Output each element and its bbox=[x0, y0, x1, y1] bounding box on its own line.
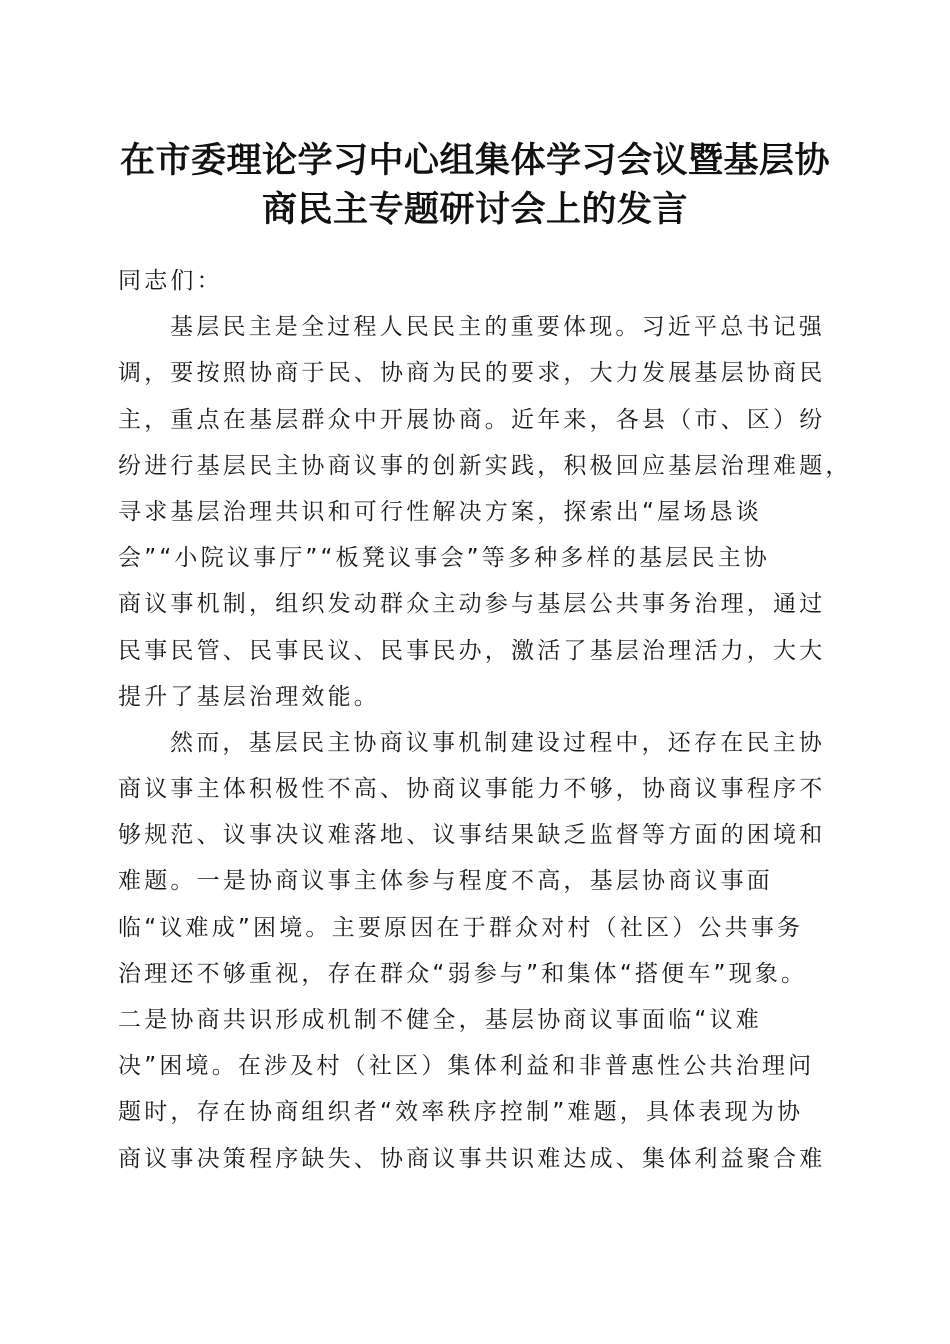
paragraph-1-line: 纷进行基层民主协商议事的创新实践，积极回应基层治理难题， bbox=[118, 452, 852, 479]
paragraph-2-line: 够规范、议事决议难落地、议事结果缺乏监督等方面的困境和 bbox=[118, 822, 826, 849]
paragraph-1-line: 基层民主是全过程人民民主的重要体现。习近平总书记强 bbox=[170, 314, 825, 341]
paragraph-1-line: 寻求基层治理共识和可行性解决方案，探索出“屋场恳谈 bbox=[118, 498, 762, 525]
paragraph-2-line: 题时，存在协商组织者“效率秩序控制”难题，具体表现为协 bbox=[118, 1099, 804, 1126]
paragraph-2-line: 决”困境。在涉及村（社区）集体利益和非普惠性公共治理问 bbox=[118, 1053, 815, 1080]
paragraph-1-line: 主，重点在基层群众中开展协商。近年来，各县（市、区）纷 bbox=[118, 406, 826, 433]
paragraph-1-line: 调，要按照协商于民、协商为民的要求，大力发展基层协商民 bbox=[118, 360, 826, 387]
paragraph-1-line: 会”“小院议事厅”“板凳议事会”等多种多样的基层民主协 bbox=[118, 545, 770, 572]
document-title bbox=[110, 136, 840, 234]
paragraph-1-line: 民事民管、民事民议、民事民办，激活了基层治理活力，大大 bbox=[118, 637, 826, 664]
title-line-1: 在市委理论学习中心组集体学习会议暨基层协 bbox=[119, 140, 830, 181]
paragraph-2-line: 治理还不够重视，存在群众“弱参与”和集体“搭便车”现象。 bbox=[118, 960, 808, 987]
paragraph-1 bbox=[118, 304, 852, 720]
paragraph-2 bbox=[118, 720, 830, 1182]
paragraph-1-line: 提升了基层治理效能。 bbox=[118, 683, 380, 710]
paragraph-2-line: 商议事主体积极性不高、协商议事能力不够，协商议事程序不 bbox=[118, 776, 826, 803]
paragraph-2-line: 然而，基层民主协商议事机制建设过程中，还存在民主协 bbox=[170, 729, 825, 756]
salutation: 同志们： bbox=[118, 268, 223, 294]
title-line-2: 商民主专题研讨会上的发言 bbox=[261, 189, 688, 230]
paragraph-1-line: 商议事机制，组织发动群众主动参与基层公共事务治理，通过 bbox=[118, 591, 826, 618]
document-body bbox=[118, 258, 852, 1182]
paragraph-2-line: 商议事决策程序缺失、协商议事共识难达成、集体利益聚合难 bbox=[118, 1145, 826, 1172]
paragraph-2-line: 二是协商共识形成机制不健全，基层协商议事面临“议难 bbox=[118, 1007, 762, 1033]
paragraph-2-line: 临“议难成”困境。主要原因在于群众对村（社区）公共事务 bbox=[118, 914, 804, 941]
paragraph-2-line: 难题。一是协商议事主体参与程度不高，基层协商议事面 bbox=[118, 868, 773, 895]
